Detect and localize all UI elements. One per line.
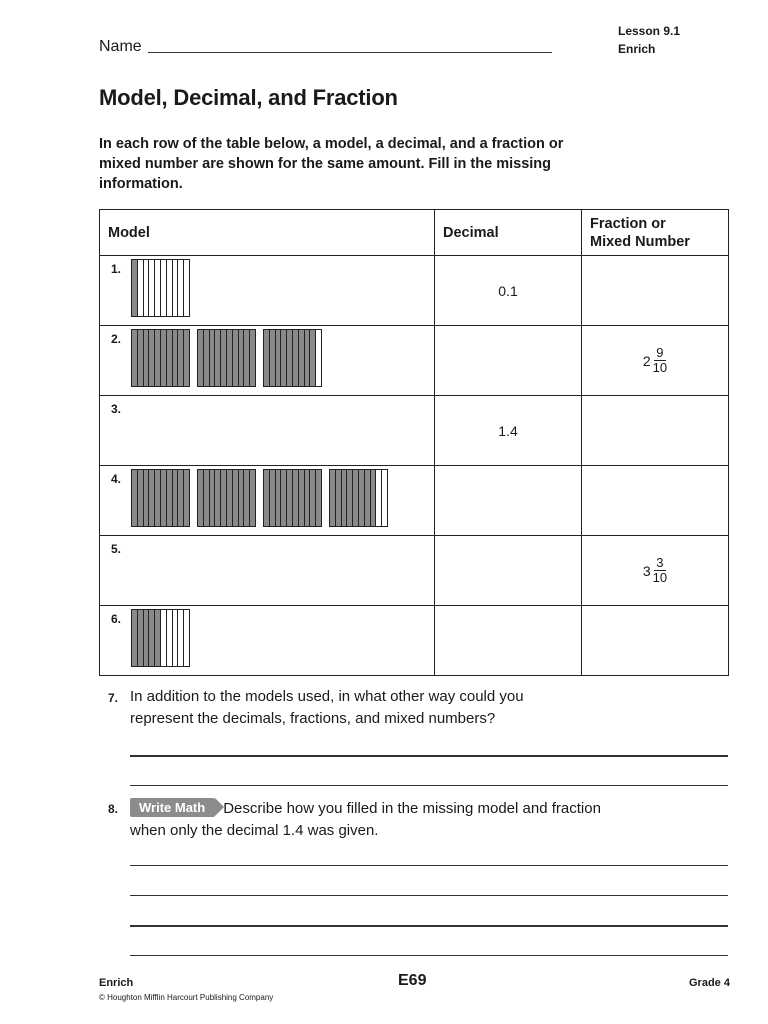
decimal-cell[interactable]: 1.4 [435,396,582,466]
decimal-cell[interactable] [435,606,582,676]
tenths-model [197,469,256,527]
header-fraction-line2: Mixed Number [590,233,690,250]
fraction-cell[interactable] [582,256,729,326]
table-row [100,466,729,536]
model-cell[interactable] [100,466,435,536]
table-row [100,326,729,396]
question-8 [130,798,610,842]
empty-tenth-strip [184,610,189,666]
mixed-number [643,346,667,375]
row-number: 3. [111,402,122,416]
question-7-text: In addition to the models used, in what other way could you represent the decimals, fractions, and mixed numbers? [130,688,524,727]
tenths-model [131,259,190,317]
row-number: 1. [111,262,122,276]
answer-line[interactable] [130,785,728,786]
row-number: 2. [111,332,122,346]
answer-line[interactable] [130,865,728,866]
footer-copyright: © Houghton Mifflin Harcourt Publishing Company [99,993,274,1002]
shaded-tenth-strip [316,470,321,526]
row-number: 5. [111,542,122,556]
fraction-cell[interactable] [582,466,729,536]
mixed-whole: 3 [642,562,651,579]
question-8-number: 8. [108,802,119,816]
table-row [100,536,729,606]
name-label: Name [99,38,142,55]
fraction-cell[interactable] [582,606,729,676]
question-7-number: 7. [108,691,119,705]
header-fraction-line1: Fraction or [590,215,666,232]
numerator: 3 [656,555,664,570]
table-row [100,256,729,326]
fraction [653,556,667,585]
denominator: 10 [652,570,668,585]
tenths-model [263,469,322,527]
shaded-tenth-strip [184,330,189,386]
footer-enrich: Enrich [99,977,134,989]
lesson-label [618,22,680,58]
lesson-number: Lesson 9.1 [618,24,681,38]
tenths-model [131,469,190,527]
answer-line[interactable] [130,925,728,927]
empty-tenth-strip [316,330,321,386]
row-number: 6. [111,612,122,626]
answer-line[interactable] [130,955,728,956]
tenths-model [263,329,322,387]
decimal-cell[interactable]: 0.1 [435,256,582,326]
shaded-tenth-strip [250,330,255,386]
numerator: 9 [656,345,664,360]
mixed-number [643,556,667,585]
name-field-line[interactable] [148,52,552,53]
fraction [653,346,667,375]
fraction-cell[interactable] [582,396,729,466]
fraction-cell[interactable] [582,326,729,396]
question-8-text: Describe how you filled in the missing model and fraction when only the decimal 1.4 was given. [130,800,601,839]
model-cell[interactable] [100,256,435,326]
model-decimal-fraction-table [99,209,729,676]
tenths-model [131,609,190,667]
decimal-cell[interactable] [435,466,582,536]
page-title: Model, Decimal, and Fraction [99,85,398,110]
header-fraction [582,210,729,256]
write-math-badge: Write Math [130,798,215,817]
header-model: Model [100,210,435,256]
tenths-models [131,329,322,387]
lesson-type: Enrich [618,42,656,56]
answer-line[interactable] [130,895,728,896]
table-header-row [100,210,729,256]
decimal-cell[interactable] [435,326,582,396]
instructions: In each row of the table below, a model, a decimal, and a fraction or mixed number are shown for the same amount. Fill in the missing information. [99,136,564,192]
answer-line[interactable] [130,755,728,757]
fraction-cell[interactable] [582,536,729,606]
tenths-model [131,329,190,387]
table-row [100,606,729,676]
page-number: E69 [398,972,427,989]
model-cell[interactable] [100,536,435,606]
tenths-model [197,329,256,387]
tenths-models [131,609,190,667]
tenths-model [329,469,388,527]
footer-grade: Grade 4 [689,977,730,989]
shaded-tenth-strip [250,470,255,526]
tenths-models [131,259,190,317]
row-number: 4. [111,472,122,486]
denominator: 10 [652,360,668,375]
mixed-whole: 2 [642,352,651,369]
model-cell[interactable] [100,606,435,676]
header-decimal: Decimal [435,210,582,256]
empty-tenth-strip [382,470,387,526]
model-cell[interactable] [100,326,435,396]
model-cell[interactable] [100,396,435,466]
empty-tenth-strip [184,260,189,316]
table-row [100,396,729,466]
tenths-models [131,469,388,527]
decimal-cell[interactable] [435,536,582,606]
shaded-tenth-strip [184,470,189,526]
